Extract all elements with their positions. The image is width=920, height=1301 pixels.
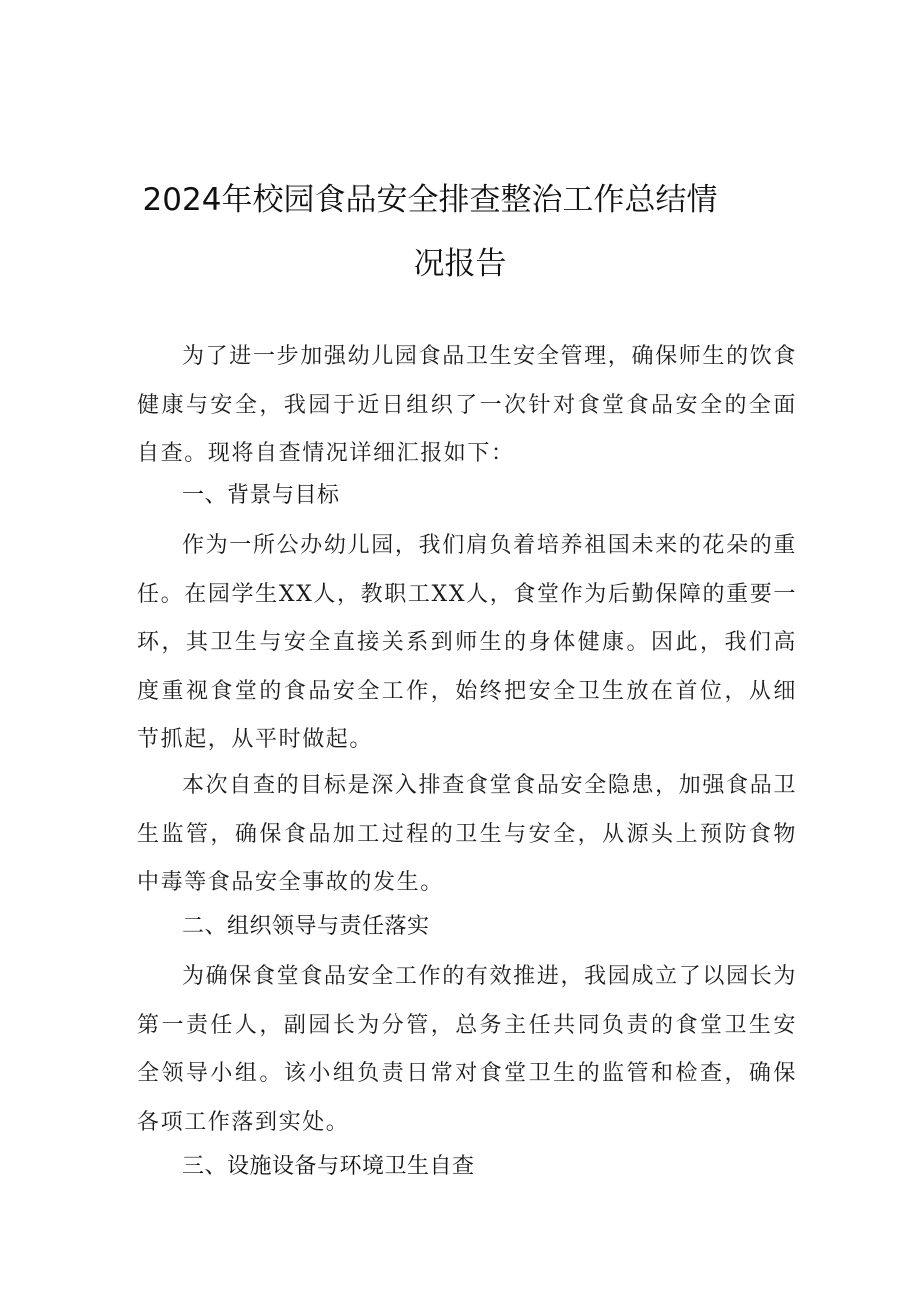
- goals-paragraph: 本次自查的目标是深入排查食堂食品安全隐患，加强食品卫生监管，确保食品加工过程的卫生与安全，从源头上预防食物中毒等食品安全事故的发生。: [137, 773, 797, 895]
- section-heading-facilities: 三、设施设备与环境卫生自查: [182, 1154, 475, 1179]
- background-paragraph: 作为一所公办幼儿园，我们肩负着培养祖国未来的花朵的重任。在园学生XX人，教职工XX人，食堂作为后勤保障的重要一环，其卫生与安全直接关系到师生的身体健康。因此，我们高度重视食堂的食品安全工作，始终把安全卫生放在首位，从细节抓起，从平时做起。: [137, 533, 797, 752]
- section-heading-background-goals: 一、背景与目标: [182, 483, 340, 508]
- document-title-line-2: 况报告: [413, 246, 507, 282]
- organization-paragraph: 为确保食堂食品安全工作的有效推进，我园成立了以园长为第一责任人，副园长为分管，总务主任共同负责的食堂卫生安全领导小组。该小组负责日常对食堂卫生的监管和检查，确保各项工作落到实处。: [137, 964, 797, 1135]
- document-title-line-1: 2024年校园食品安全排查整治工作总结情: [142, 182, 718, 218]
- section-heading-organization: 二、组织领导与责任落实: [182, 914, 430, 939]
- intro-paragraph: 为了进一步加强幼儿园食品卫生安全管理，确保师生的饮食健康与安全，我园于近日组织了一次针对食堂食品安全的全面自查。现将自查情况详细汇报如下：: [137, 344, 797, 466]
